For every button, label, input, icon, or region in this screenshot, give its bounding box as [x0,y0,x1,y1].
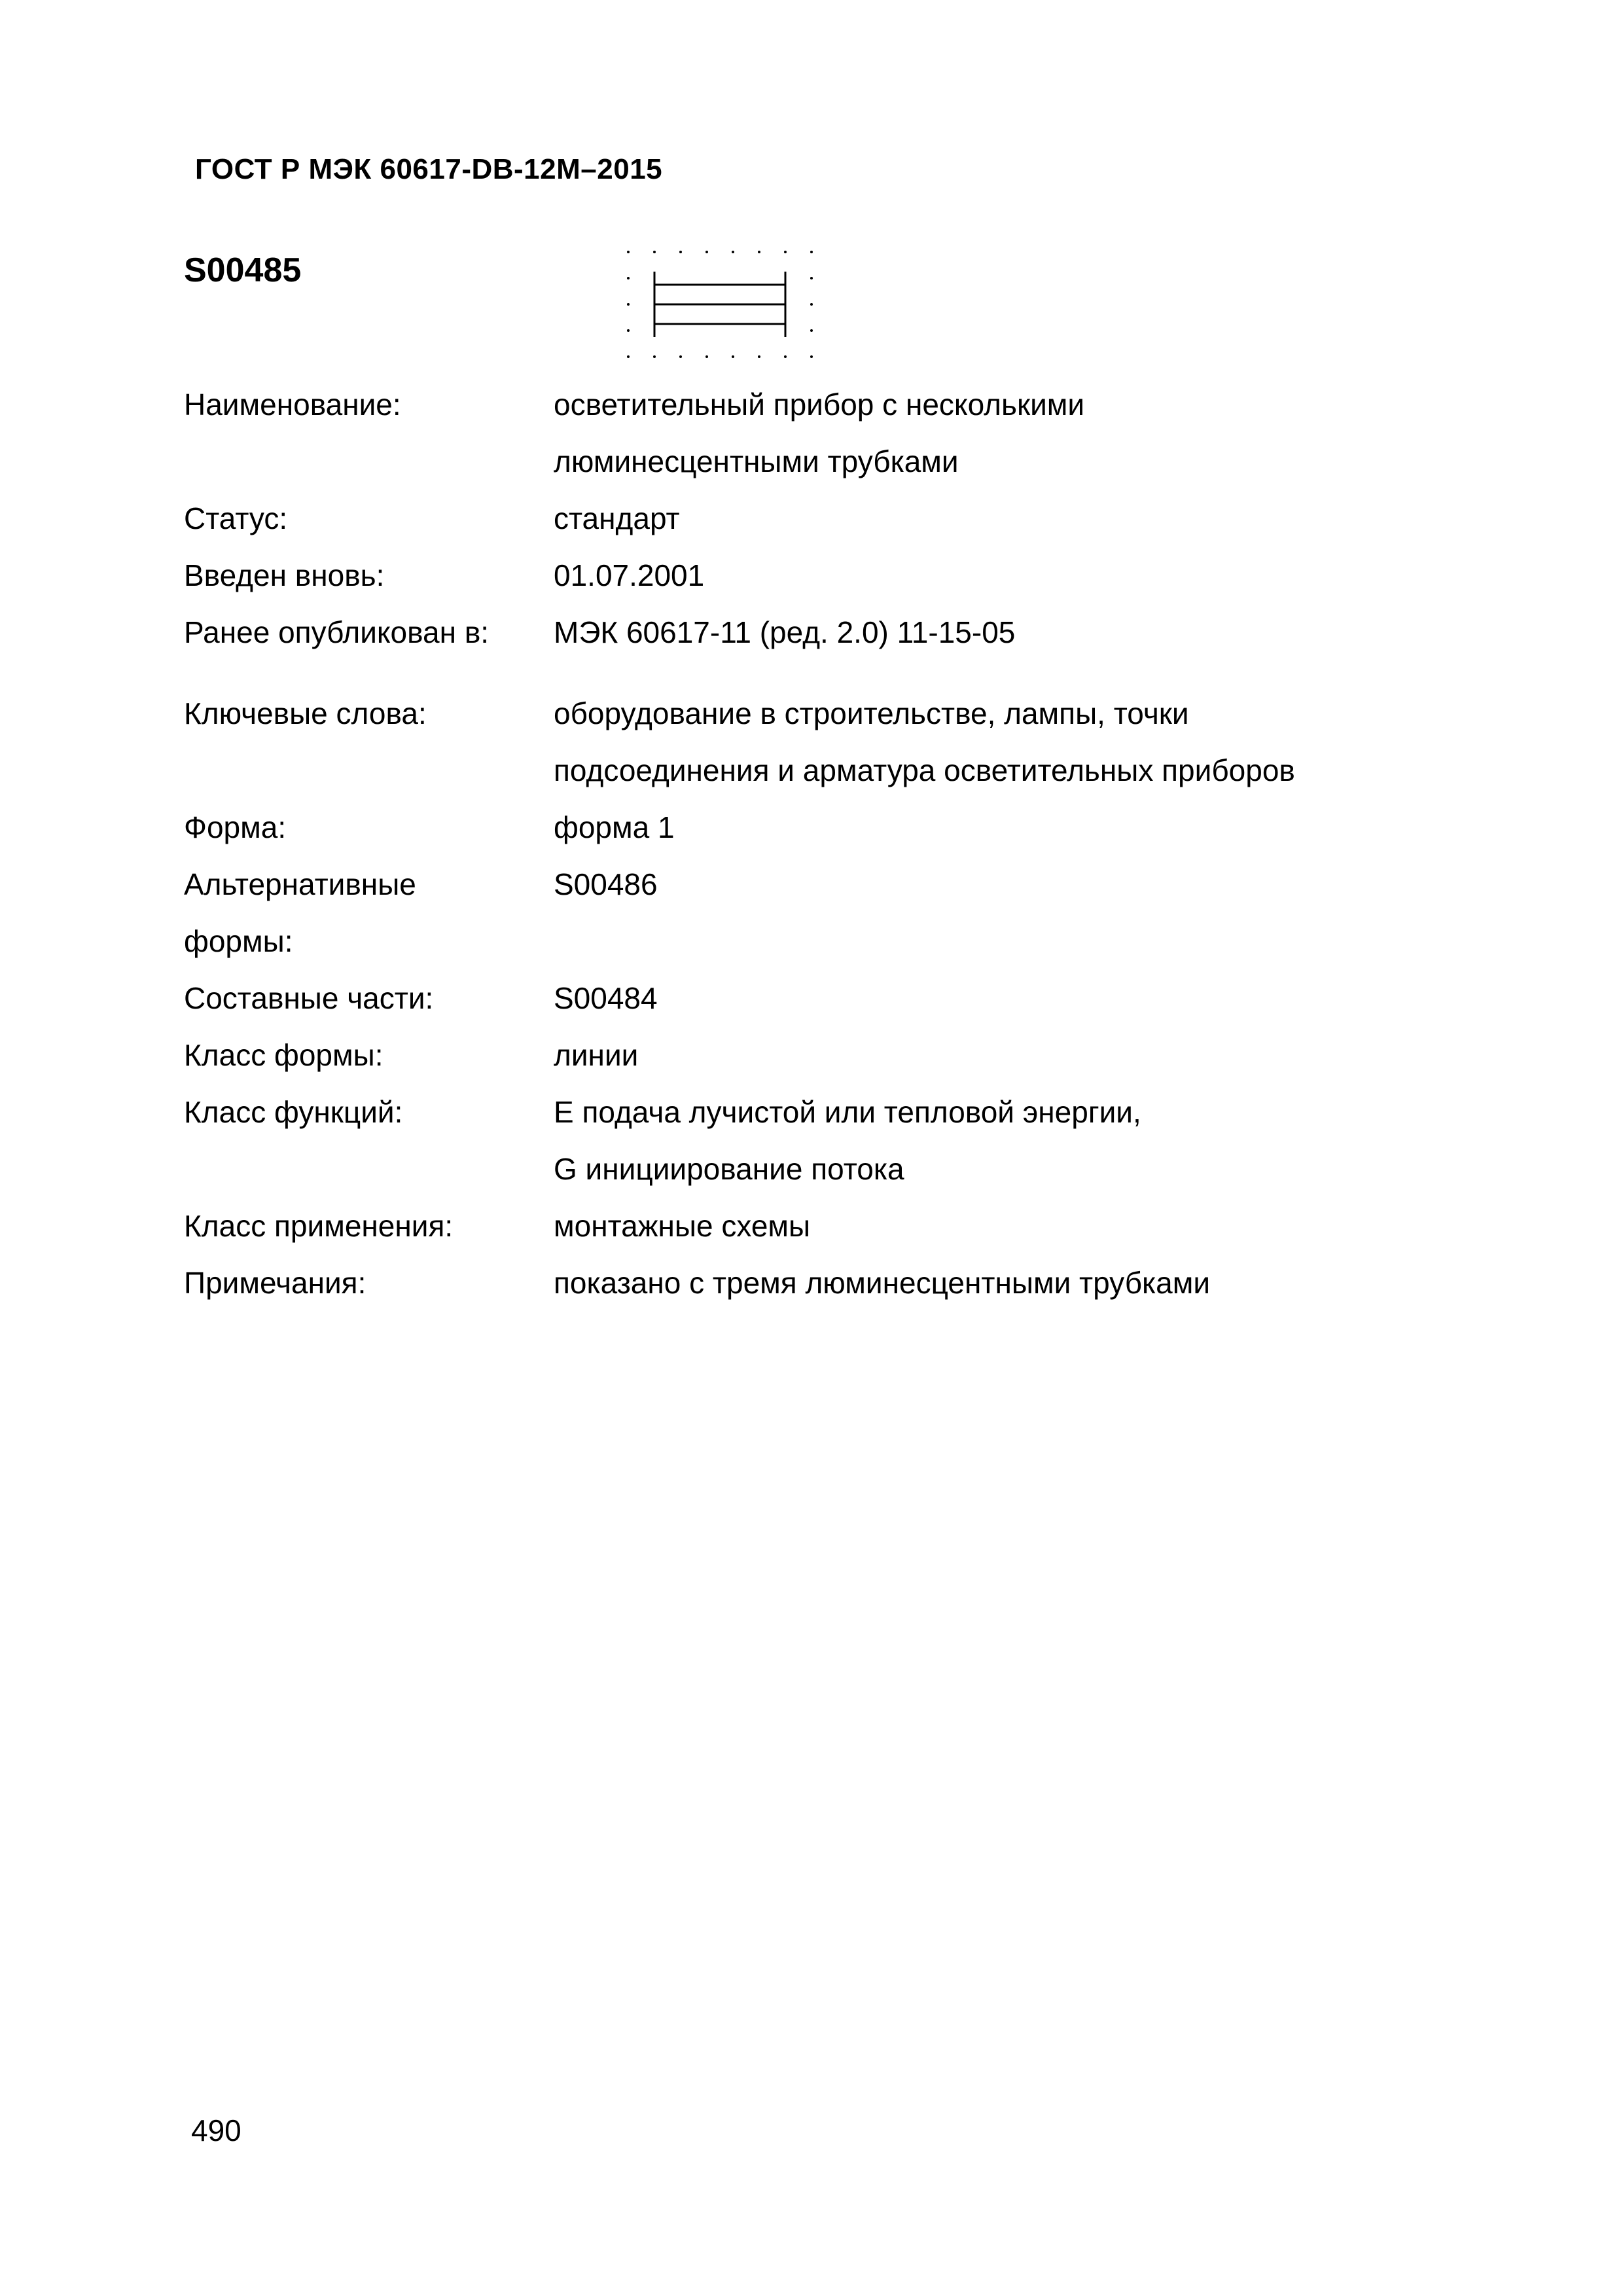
property-value [554,1198,1493,1255]
property-label [184,1198,554,1255]
property-value [554,490,1493,547]
property-label [184,856,554,970]
property-value [554,970,1493,1027]
property-value-line: МЭК 60617-11 (ред. 2.0) 11-15-05 [554,615,1016,649]
property-row [184,490,1493,547]
property-label [184,1027,554,1084]
property-label-line: Форма: [184,810,287,844]
property-label [184,547,554,604]
property-row [184,604,1493,661]
property-value [554,685,1493,799]
property-value [554,1084,1493,1198]
lamp-tubes [654,272,785,337]
property-label-line: Альтернативные [184,867,416,901]
property-label-line: Примечания: [184,1266,366,1300]
property-row [184,376,1493,490]
property-value-line: форма 1 [554,810,675,844]
property-value-line: показано с тремя люминесцентными трубками [554,1266,1211,1300]
document-header: ГОСТ Р МЭК 60617-DB-12M–2015 [195,153,663,185]
property-label [184,1255,554,1312]
property-value-line: осветительный прибор с несколькими [554,387,1085,422]
property-row [184,547,1493,604]
property-label-line: Класс применения: [184,1209,454,1243]
property-label-line: формы: [184,924,293,958]
property-label [184,970,554,1027]
property-label [184,604,554,661]
property-label-line: Наименование: [184,387,401,422]
property-label [184,490,554,547]
property-row [184,1255,1493,1312]
property-label-line: Введен вновь: [184,558,385,592]
property-label [184,376,554,490]
property-value-line: оборудование в строительстве, лампы, точки [554,696,1189,730]
property-label-line: Ранее опубликован в: [184,615,490,649]
property-label [184,799,554,856]
property-value-line: линии [554,1038,639,1072]
property-value [554,1255,1493,1312]
property-value-line: 01.07.2001 [554,558,705,592]
property-row [184,799,1493,856]
property-label-line: Составные части: [184,981,434,1015]
property-label-line: Ключевые слова: [184,696,427,730]
property-row [184,856,1493,970]
property-value-line: люминесцентными трубками [554,444,959,478]
symbol-code: S00485 [184,251,302,289]
properties-table [184,376,1493,1312]
property-label-line: Статус: [184,501,288,535]
fluorescent-lamp-three-tubes-icon [622,242,831,367]
property-value-line: E подача лучистой или тепловой энергии, [554,1095,1141,1129]
property-value [554,1027,1493,1084]
property-label [184,685,554,799]
property-value-line: S00486 [554,867,658,901]
page-number: 490 [191,2113,241,2147]
property-label-line: Класс функций: [184,1095,403,1129]
property-label [184,1084,554,1198]
property-value-line: S00484 [554,981,658,1015]
property-value-line: G инициирование потока [554,1152,904,1186]
property-value [554,547,1493,604]
property-value-line: монтажные схемы [554,1209,811,1243]
property-value [554,376,1493,490]
property-value-line: стандарт [554,501,680,535]
property-row [184,1084,1493,1198]
property-row [184,1198,1493,1255]
property-value [554,856,1493,970]
property-row [184,1027,1493,1084]
property-value [554,604,1493,661]
property-value-line: подсоединения и арматура осветительных приборов [554,753,1295,787]
property-row [184,685,1493,799]
property-row [184,970,1493,1027]
property-label-line: Класс формы: [184,1038,383,1072]
property-value [554,799,1493,856]
